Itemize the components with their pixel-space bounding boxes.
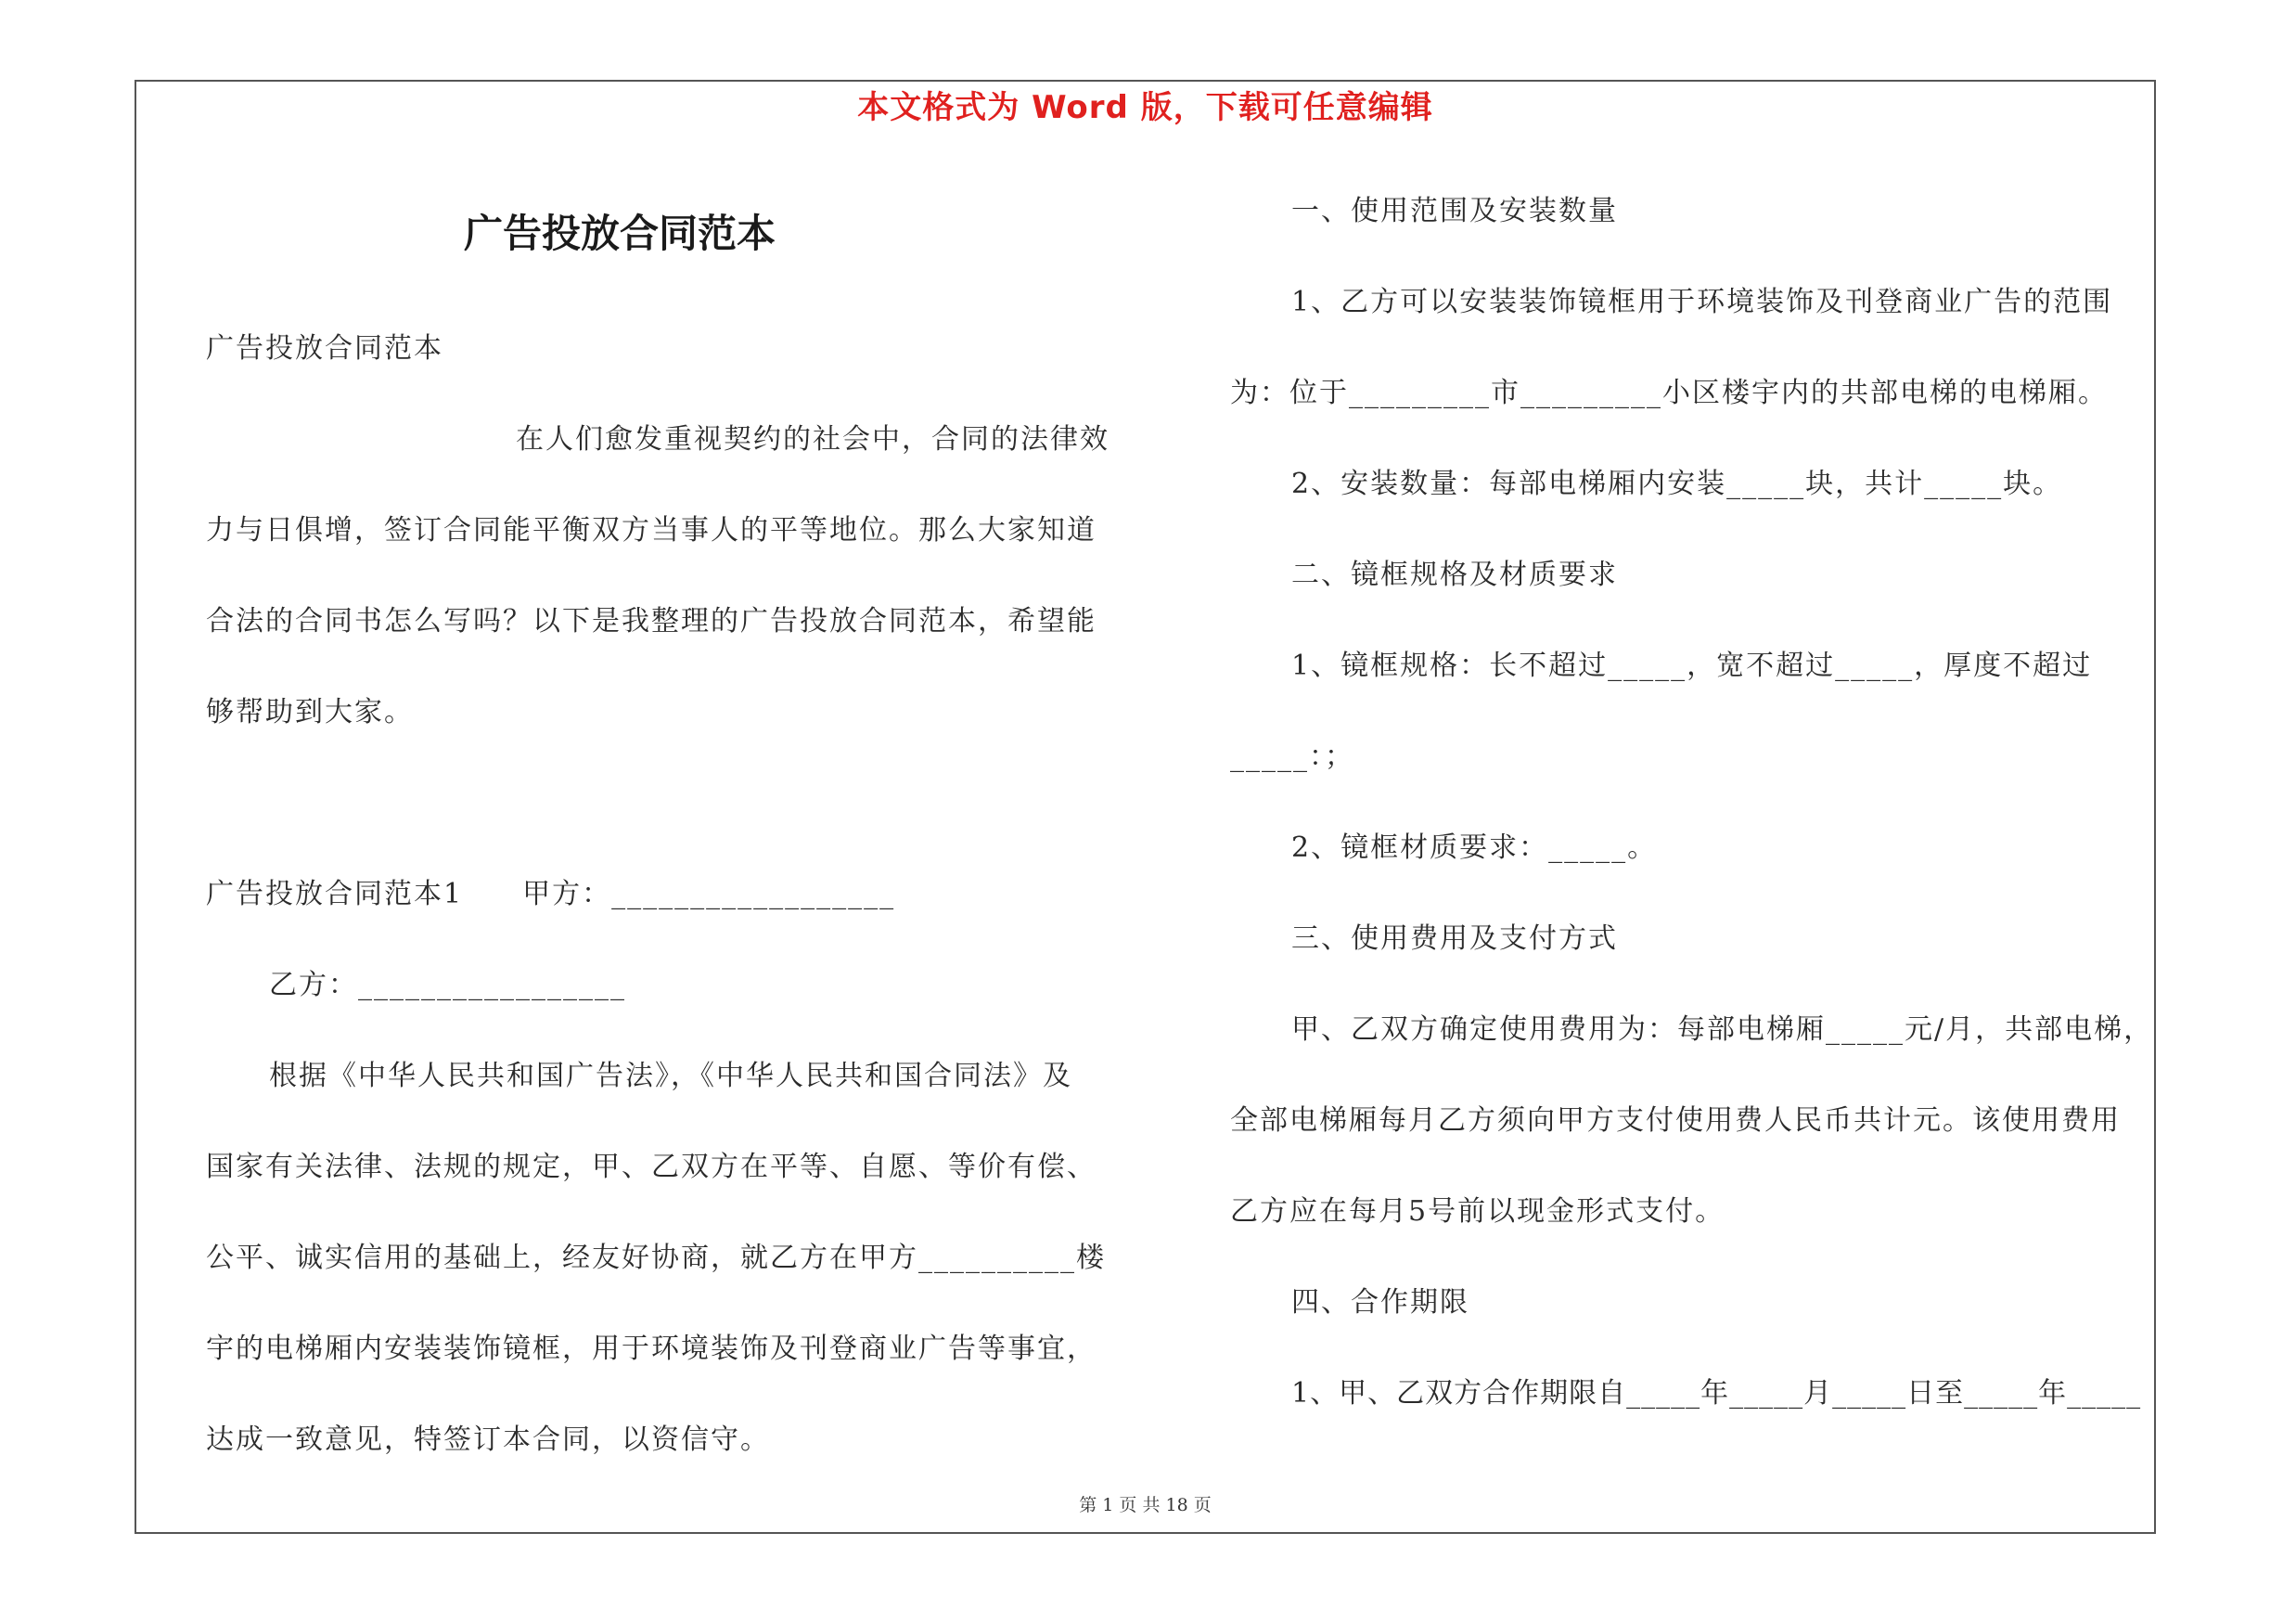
section-2-item-1-line-1: 1、镜框规格：长不超过_____，宽不超过_____，厚度不超过: [1291, 650, 2093, 682]
preamble-line-1: 根据《中华人民共和国广告法》，《中华人民共和国合同法》及: [269, 1060, 1072, 1092]
section-3-line-3: 乙方应在每月5号前以现金形式支付。: [1230, 1195, 1725, 1228]
section-4-heading: 四、合作期限: [1291, 1286, 1469, 1319]
section-2-heading: 二、镜框规格及材质要求: [1291, 559, 1618, 591]
subtitle-line: 广告投放合同范本: [206, 332, 443, 365]
section-4-item-1: 1、甲、乙双方合作期限自_____年_____月_____日至_____年_____: [1291, 1377, 2142, 1410]
intro-line-4: 够帮助到大家。: [206, 696, 414, 728]
section-2-item-2: 2、镜框材质要求：_____。: [1291, 831, 1658, 864]
section-1-item-1-line-1: 1、乙方可以安装装饰镜框用于环境装饰及刊登商业广告的范围: [1291, 286, 2113, 318]
party-a-line: 广告投放合同范本1 甲方：__________________: [206, 878, 896, 910]
preamble-line-2: 国家有关法律、法规的规定，甲、乙双方在平等、自愿、等价有偿、: [206, 1151, 1097, 1183]
intro-line-1: 在人们愈发重视契约的社会中，合同的法律效: [516, 423, 1110, 456]
section-3-heading: 三、使用费用及支付方式: [1291, 922, 1618, 955]
intro-line-2: 力与日俱增，签订合同能平衡双方当事人的平等地位。那么大家知道: [206, 514, 1097, 547]
party-b-line: 乙方：_________________: [269, 969, 626, 1001]
word-format-banner: 本文格式为 Word 版，下载可任意编辑: [857, 89, 1433, 126]
section-1-item-1-line-2: 为：位于_________市_________小区楼宇内的共部电梯的电梯厢。: [1230, 377, 2108, 409]
section-2-item-1-line-2: _____：；: [1230, 741, 1354, 773]
document-title: 广告投放合同范本: [464, 211, 776, 256]
preamble-line-3: 公平、诚实信用的基础上，经友好协商，就乙方在甲方__________楼: [206, 1242, 1106, 1274]
preamble-line-5: 达成一致意见，特签订本合同，以资信守。: [206, 1423, 770, 1456]
section-1-item-2: 2、安装数量：每部电梯厢内安装_____块，共计_____块。: [1291, 468, 2063, 500]
section-3-line-2: 全部电梯厢每月乙方须向甲方支付使用费人民币共计元。该使用费用: [1230, 1104, 2121, 1137]
section-1-heading: 一、使用范围及安装数量: [1291, 195, 1618, 227]
preamble-line-4: 宇的电梯厢内安装装饰镜框，用于环境装饰及刊登商业广告等事宜，: [206, 1333, 1097, 1365]
page-number-footer: 第 1 页 共 18 页: [1079, 1495, 1212, 1515]
intro-line-3: 合法的合同书怎么写吗？以下是我整理的广告投放合同范本，希望能: [206, 605, 1097, 638]
section-3-line-1: 甲、乙双方确定使用费用为：每部电梯厢_____元/月，共部电梯，: [1291, 1013, 2154, 1046]
